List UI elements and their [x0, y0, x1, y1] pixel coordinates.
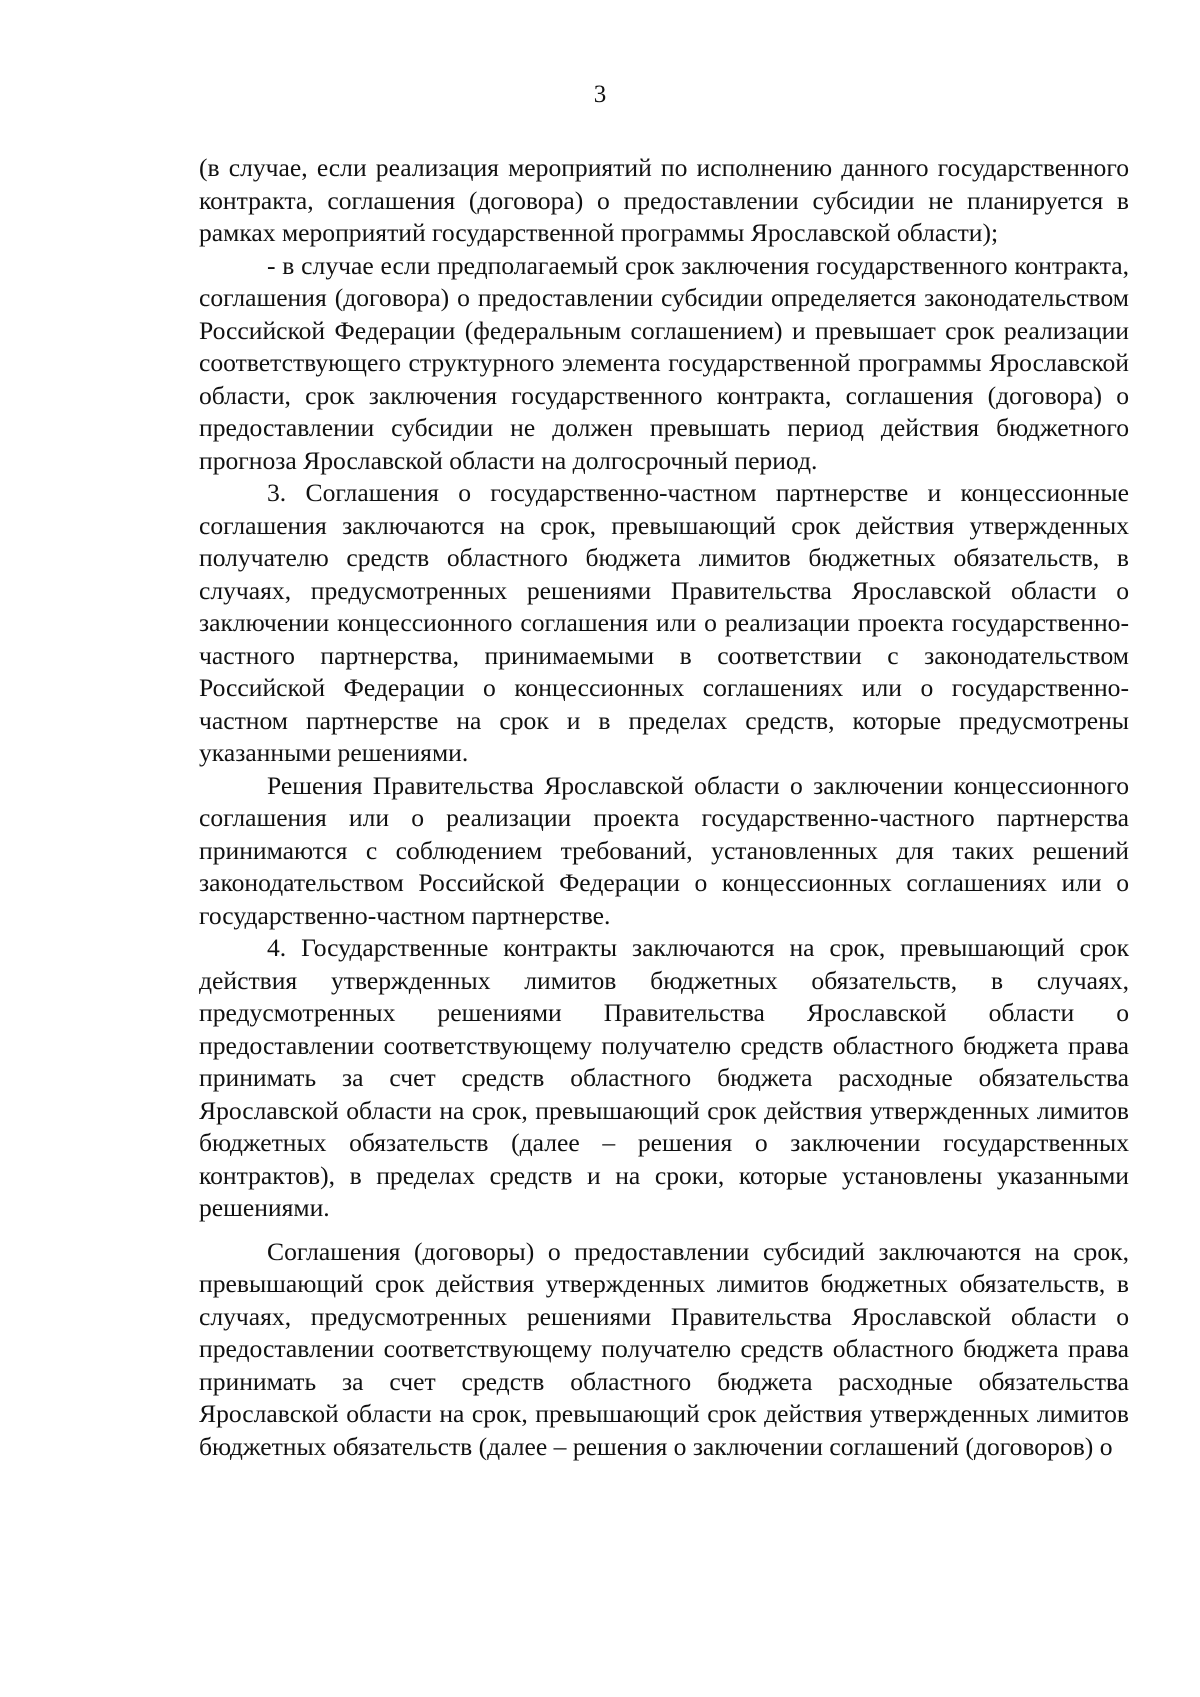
paragraph-subsidy-agreements: Соглашения (договоры) о предоставлении субсидий заключаются на срок, превышающий срок действия утвержденных лимитов бюджетных обязательств, в случаях, предусмотренных решениями Правительства Ярославской области о предоставлении соответствующему получателю средств областного бюджета права принимать за счет средств областного бюджета расходные обязательства Ярославской области на срок, превышающий срок действия утвержденных лимитов бюджетных обязательств (далее – решения о заключении соглашений (договоров) о [199, 1236, 1129, 1461]
paragraph-continuation: (в случае, если реализация мероприятий по исполнению данного государственного контракта, соглашения (договора) о предоставлении субсидии не планируется в рамках мероприятий государственной программы Ярославской области); [199, 153, 1129, 247]
paragraph-item-3: 3. Соглашения о государственно-частном партнерстве и концессионные соглашения заключаются на срок, превышающий срок действия утвержденных получателю средств областного бюджета лимитов бюджетных обязательств, в случаях, предусмотренных решениями Правительства Ярославской области о заключении концессионного соглашения или о реализации проекта государственно-частного партнерства, принимаемыми в соответствии с законодательством Российской Федерации о концессионных соглашениях или о государственно-частном партнерстве на срок и в пределах средств, которые предусмотрены указанными решениями. [199, 478, 1129, 767]
paragraph-term-condition: - в случае если предполагаемый срок заключения государственного контракта, соглашения (договора) о предоставлении субсидии определяется законодательством Российской Федерации (федеральным соглашением) и превышает срок реализации соответствующего структурного элемента государственной программы Ярославской области, срок заключения государственного контракта, соглашения (договора) о предоставлении субсидии не должен превышать период действия бюджетного прогноза Ярославской области на долгосрочный период. [199, 250, 1129, 475]
paragraph-government-decisions: Решения Правительства Ярославской области о заключении концессионного соглашения или о реализации проекта государственно-частного партнерства принимаются с соблюдением требований, установленных для таких решений законодательством Российской Федерации о концессионных соглашениях или о государственно-частном партнерстве. [199, 770, 1129, 930]
page-number: 3 [593, 81, 607, 108]
paragraph-item-4: 4. Государственные контракты заключаются на срок, превышающий срок действия утвержденных лимитов бюджетных обязательств, в случаях, предусмотренных решениями Правительства Ярославской области о предоставлении соответствующему получателю средств областного бюджета права принимать за счет средств областного бюджета расходные обязательства Ярославской области на срок, превышающий срок действия утвержденных лимитов бюджетных обязательств (далее – решения о заключении государственных контрактов), в пределах средств и на сроки, которые установлены указанными решениями. [199, 933, 1129, 1222]
document-body [199, 152, 1129, 1463]
